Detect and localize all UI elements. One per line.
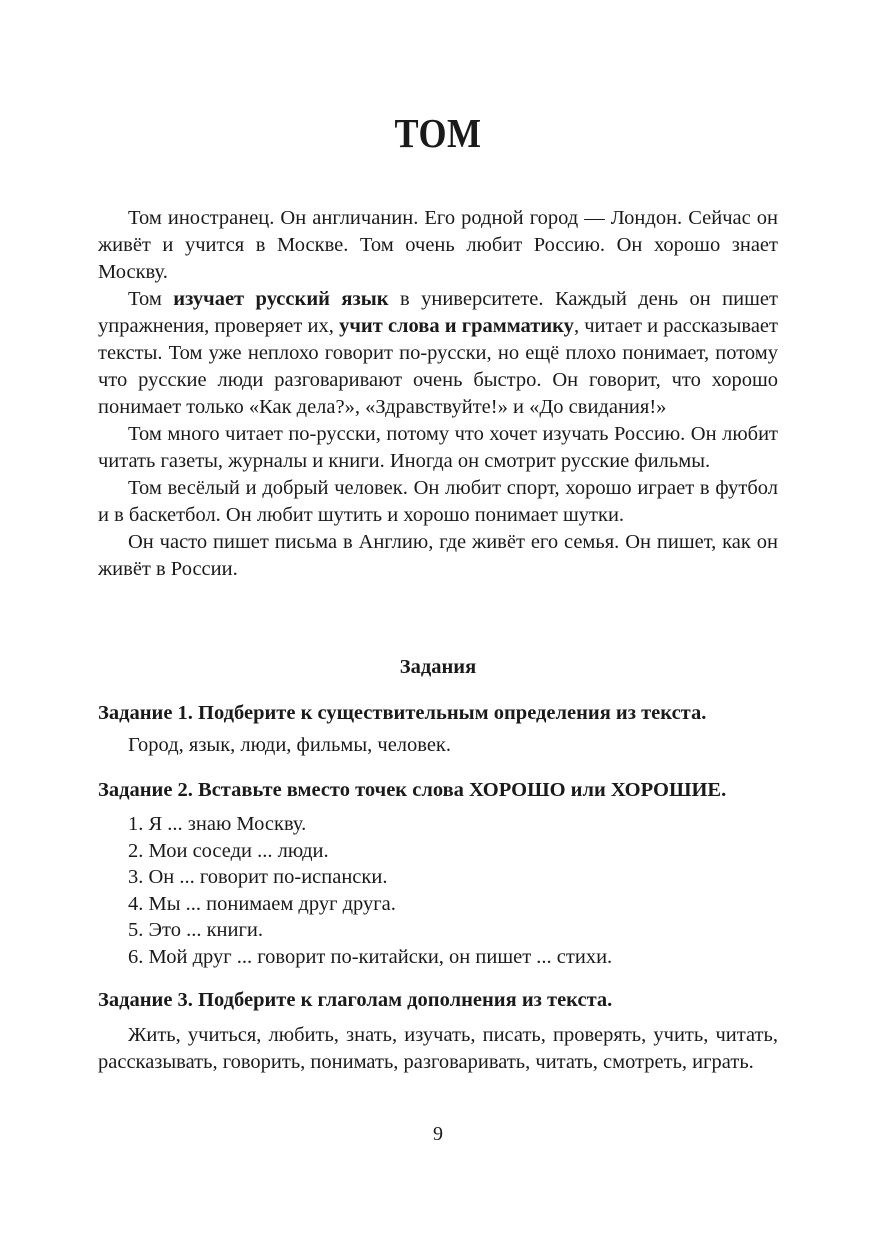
paragraph-2-start: Том <box>128 288 174 310</box>
paragraph-2-end: , читает и рассказывает тексты. Том уже неплохо говорит по-русски, но ещё плохо понимает, потому что русские люди разговаривают очень быстро. Он говорит, что хорошо понимает только «Как дела?», «Здравствуйте!» и «До свидания!» <box>98 315 778 418</box>
paragraph-1: Том иностранец. Он англичанин. Его родной город — Лондон. Сейчас он живёт и учится в Москве. Том очень любит Россию. Он хорошо знает Москву. <box>98 207 778 283</box>
list-item: 3. Он ... говорит по-испански. <box>128 866 388 888</box>
paragraph-2 <box>98 286 778 421</box>
bold-phrase-2: учит слова и грамматику <box>339 315 574 337</box>
paragraph-4: Том весёлый и добрый человек. Он любит спорт, хорошо играет в футбол и в баскетбол. Он любит шутить и хорошо понимает шутки. <box>98 477 778 526</box>
list-item: 1. Я ... знаю Москву. <box>128 813 307 835</box>
tasks-heading: Задания <box>399 656 477 678</box>
paragraph-2-middle: в университете. Каждый день он пишет упражнения, проверяет их, <box>98 288 778 337</box>
list-item: 4. Мы ... понимаем друг друга. <box>128 892 396 915</box>
paragraph-5: Он часто пишет письма в Англию, где живёт его семья. Он пишет, как он живёт в России. <box>98 531 778 580</box>
story-text <box>98 205 778 583</box>
list-item: 2. Мои соседи ... люди. <box>128 839 329 862</box>
list-item: 6. Мой друг ... говорит по-китайски, он пишет ... стихи. <box>128 945 613 968</box>
task-2-list <box>128 811 778 970</box>
task-3-text: Жить, учиться, любить, знать, изучать, писать, проверять, учить, читать, рассказывать, говорить, понимать, разговаривать, читать, смотреть, играть. <box>98 1024 778 1073</box>
task-3-title: Задание 3. Подберите к глаголам дополнения из текста. <box>98 989 613 1011</box>
page-title: ТОМ <box>394 110 482 156</box>
page-number: 9 <box>433 1123 443 1145</box>
task-2-title: Задание 2. Вставьте вместо точек слова ХОРОШО или ХОРОШИЕ. <box>98 779 727 801</box>
bold-phrase-1: изучает русский язык <box>173 288 389 310</box>
paragraph-3: Том много читает по-русски, потому что хочет изучать Россию. Он любит читать газеты, журналы и книги. Иногда он смотрит русские фильмы. <box>98 423 778 472</box>
task-1-text: Город, язык, люди, фильмы, человек. <box>128 734 452 756</box>
list-item: 5. Это ... книги. <box>128 919 264 941</box>
task-1-title: Задание 1. Подберите к существительным определения из текста. <box>98 702 707 724</box>
